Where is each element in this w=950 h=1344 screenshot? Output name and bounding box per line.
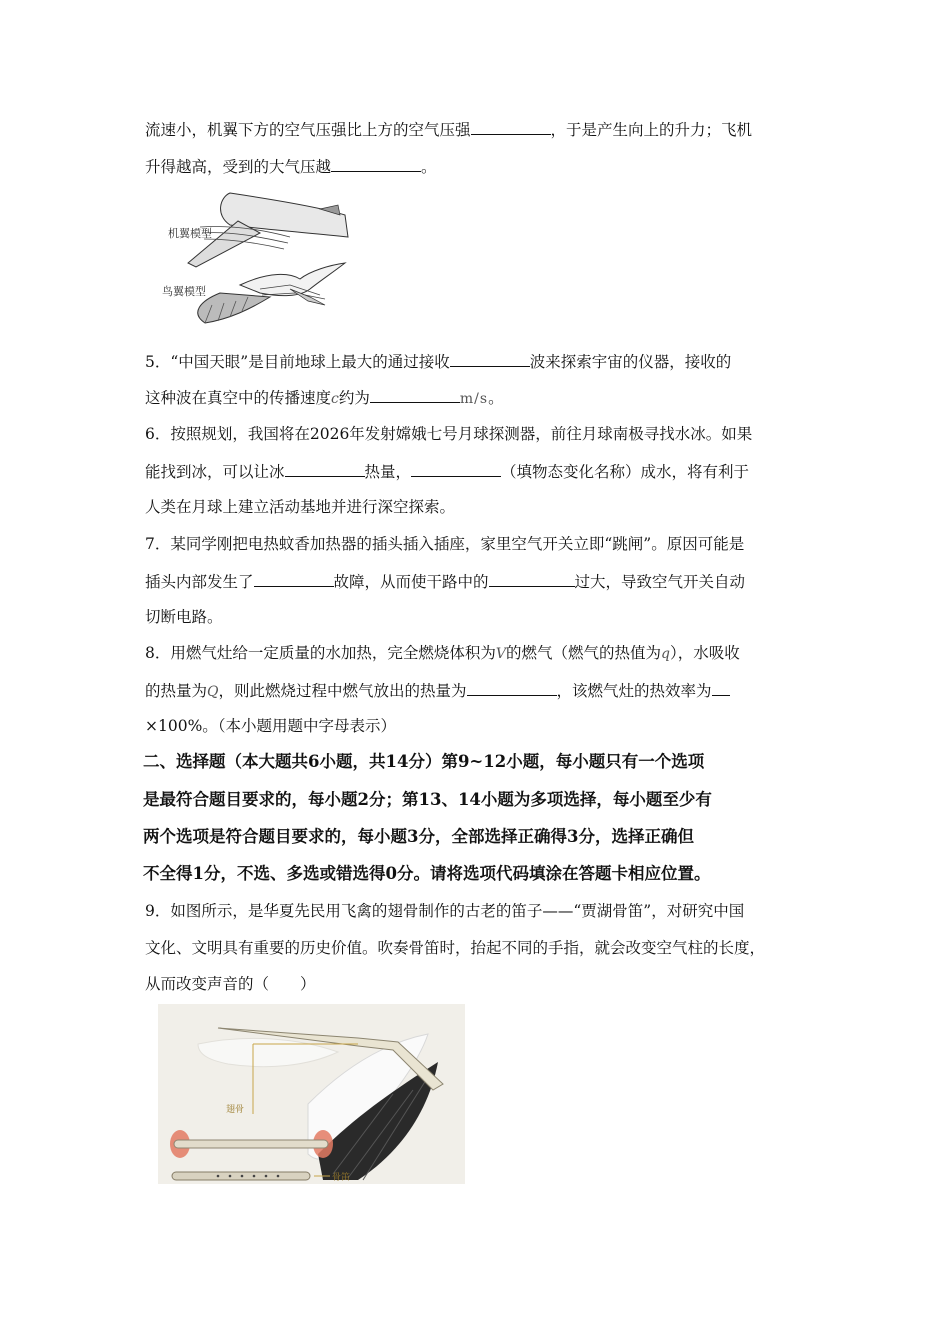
- answer-blank[interactable]: [467, 679, 557, 696]
- answer-blank[interactable]: [471, 118, 551, 135]
- unit-ms: m/s: [459, 391, 489, 407]
- flute-hole: [253, 1175, 256, 1178]
- q7-line-3: 切断电路。: [145, 608, 223, 626]
- bird-model-label: 鸟翼模型: [162, 285, 206, 298]
- q9-line-2: 文化、文明具有重要的历史价值。吹奏骨笛时，抬起不同的手指，就会改变空气柱的长度，: [145, 939, 766, 957]
- q4-line-2: [145, 155, 437, 178]
- section2-line-2: 是最符合题目要求的，每小题2分；第13、14小题为多项选择，每小题至少有: [143, 790, 712, 809]
- wing-bird-figure: [160, 185, 355, 327]
- variable-v: V: [495, 646, 506, 662]
- flute-hole: [229, 1175, 232, 1178]
- q6-text: 能找到冰，可以让冰: [145, 463, 285, 481]
- q7-text: 故障，从而使干路中的: [333, 573, 489, 591]
- section2-line-4: 不全得1分，不选、多选或错选得0分。请将选项代码填涂在答题卡相应位置。: [143, 864, 711, 883]
- q6-line-3: 人类在月球上建立活动基地并进行深空探索。: [145, 498, 456, 516]
- q5-text: 波来探索宇宙的仪器，接收的: [529, 353, 732, 371]
- section2-line-1: 二、选择题（本大题共6小题，共14分）第9~12小题，每小题只有一个选项: [143, 752, 705, 771]
- q4-line-1: [145, 118, 752, 141]
- q5-text: 5．“中国天眼”是目前地球上最大的通过接收: [145, 353, 450, 371]
- q9-line-3: 从而改变声音的（ ）: [145, 975, 316, 993]
- q5-text: 约为: [338, 389, 370, 407]
- answer-blank[interactable]: [411, 460, 501, 477]
- q7-text: 插头内部发生了: [145, 573, 254, 591]
- q7-line-2: [145, 570, 745, 593]
- answer-blank[interactable]: [450, 350, 530, 367]
- variable-q: q: [661, 646, 670, 662]
- q5-text: 。: [488, 389, 504, 407]
- q8-line-1: [145, 642, 740, 665]
- q8-text: ），水吸收: [669, 644, 740, 662]
- wing-bone-piece: [174, 1140, 328, 1148]
- q5-text: 这种波在真空中的传播速度: [145, 389, 332, 407]
- variable-c: c: [331, 391, 339, 407]
- answer-blank[interactable]: [370, 386, 460, 403]
- flute-hole: [277, 1175, 280, 1178]
- flute-hole: [241, 1175, 244, 1178]
- q4-text: 流速小，机翼下方的空气压强比上方的空气压强: [145, 121, 471, 139]
- answer-blank[interactable]: [489, 570, 575, 587]
- q8-text: ，该燃气灶的热效率为: [556, 682, 712, 700]
- q8-line-2: [145, 679, 730, 703]
- q8-text: 的热量为: [145, 682, 208, 700]
- q8-text: 的燃气（燃气的热值为: [506, 644, 662, 662]
- q4-text: 升得越高，受到的大气压越: [145, 158, 332, 176]
- q6-text: （填物态变化名称）成水，将有利于: [501, 463, 750, 481]
- answer-blank[interactable]: [712, 679, 730, 696]
- q5-line-1: [145, 350, 731, 373]
- bone-flute-label: 骨笛: [332, 1173, 351, 1183]
- q7-text: 过大，导致空气开关自动: [574, 573, 746, 591]
- q9-line-1: 9．如图所示，是华夏先民用飞禽的翅骨制作的古老的笛子——“贾湖骨笛”，对研究中国: [145, 902, 745, 920]
- answer-blank[interactable]: [285, 460, 365, 477]
- flute-hole: [265, 1175, 268, 1178]
- variable-Q: Q: [207, 684, 219, 700]
- flute-hole: [217, 1175, 220, 1178]
- answer-blank[interactable]: [254, 570, 334, 587]
- q4-text: 。: [421, 158, 437, 176]
- wing-bone-label: 翅骨: [226, 1105, 245, 1115]
- q6-line-1: 6．按照规划，我国将在2026年发射嫦娥七号月球探测器，前往月球南极寻找水冰。如果: [145, 425, 753, 443]
- wing-model-label: 机翼模型: [168, 227, 212, 240]
- q8-line-3: ×100%。（本小题用题中字母表示）: [145, 717, 397, 735]
- q8-text: ，则此燃烧过程中燃气放出的热量为: [218, 682, 467, 700]
- q8-text: 8．用燃气灶给一定质量的水加热，完全燃烧体积为: [145, 644, 496, 662]
- bird-tail-shape: [290, 289, 325, 305]
- section2-line-3: 两个选项是符合题目要求的，每小题3分，全部选择正确得3分，选择正确但: [143, 827, 694, 846]
- bone-flute-figure: [158, 1004, 465, 1184]
- q6-line-2: [145, 460, 749, 483]
- q7-line-1: 7．某同学刚把电热蚊香加热器的插头插入插座，家里空气开关立即“跳闸”。原因可能是: [145, 535, 745, 553]
- bird-wing-shape: [198, 293, 270, 323]
- q4-text: ，于是产生向上的升力；飞机: [550, 121, 753, 139]
- q5-line-2: [145, 386, 504, 410]
- q6-text: 热量，: [364, 463, 412, 481]
- answer-blank[interactable]: [331, 155, 421, 172]
